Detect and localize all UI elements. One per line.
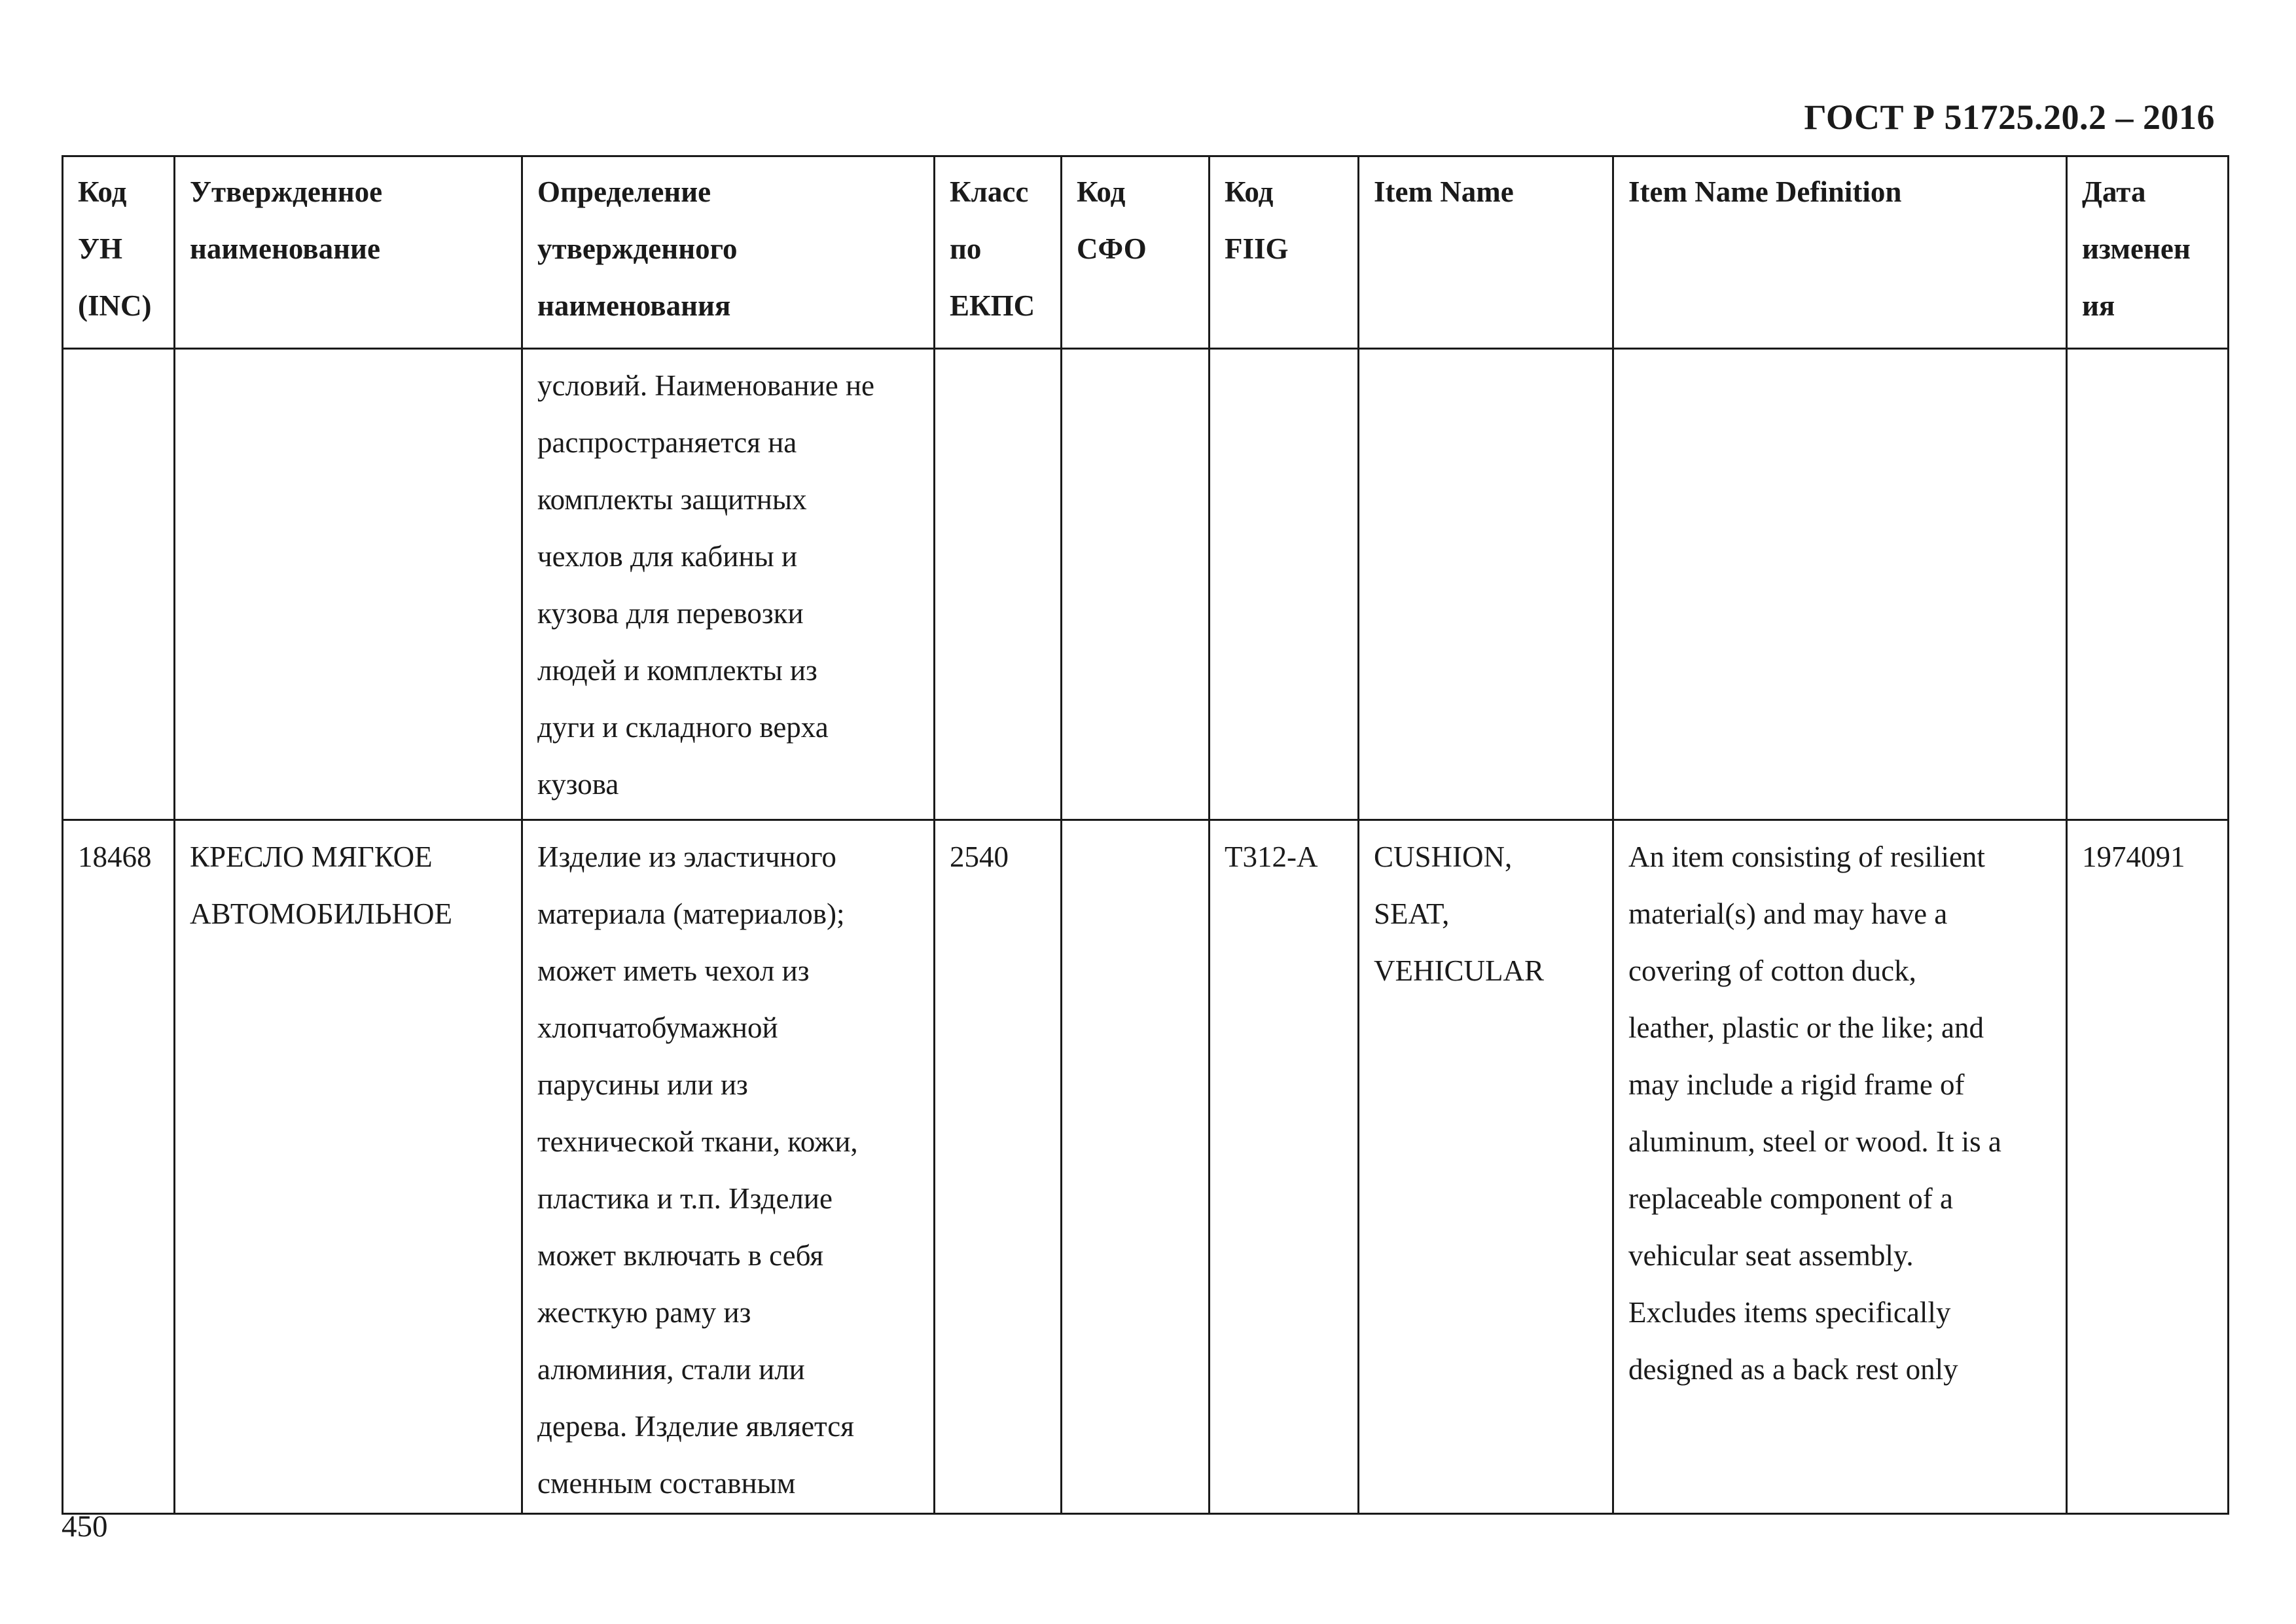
cell-item-name-definition: An item consisting of resilient material(s) and may have a covering of cotton duck, leather, plastic or the like; and may include a rigid frame of aluminum, steel or wood. It is a replaceable component of a vehicular seat assembly. Excludes items specifically designed as a back rest only bbox=[1613, 820, 2067, 1514]
cell-name-definition: условий. Наименование не распространяется на комплекты защитных чехлов для кабины и кузова для перевозки людей и комплекты из дуги и складного верха кузова bbox=[522, 349, 935, 820]
cell-approved-name: КРЕСЛО МЯГКОЕ АВТОМОБИЛЬНОЕ bbox=[175, 820, 522, 1514]
cell-item-name-definition bbox=[1613, 349, 2067, 820]
column-header-item-name-definition: Item Name Definition bbox=[1613, 156, 2067, 349]
column-header-approved-name: Утвержденное наименование bbox=[175, 156, 522, 349]
cell-class-ekps: 2540 bbox=[935, 820, 1062, 1514]
cell-code-fiig: T312-A bbox=[1210, 820, 1359, 1514]
cell-code-sfo bbox=[1062, 820, 1210, 1514]
column-header-name-definition: Определение утвержденного наименования bbox=[522, 156, 935, 349]
cell-inc: 18468 bbox=[63, 820, 175, 1514]
cell-approved-name bbox=[175, 349, 522, 820]
cell-date-changed bbox=[2067, 349, 2229, 820]
page-number: 450 bbox=[62, 1509, 108, 1543]
cell-date-changed: 1974091 bbox=[2067, 820, 2229, 1514]
cell-code-fiig bbox=[1210, 349, 1359, 820]
table-row bbox=[63, 820, 2229, 1514]
column-header-class-ekps: Класс по ЕКПС bbox=[935, 156, 1062, 349]
cell-name-definition: Изделие из эластичного материала (материалов); может иметь чехол из хлопчатобумажной парусины или из технической ткани, кожи, пластика и т.п. Изделие может включать в себя жесткую раму из алюминия, стали или дерева. Изделие является сменным составным bbox=[522, 820, 935, 1514]
cell-code-sfo bbox=[1062, 349, 1210, 820]
cell-item-name: CUSHION, SEAT, VEHICULAR bbox=[1359, 820, 1613, 1514]
cell-item-name bbox=[1359, 349, 1613, 820]
column-header-code-sfo: Код СФО bbox=[1062, 156, 1210, 349]
column-header-inc: Код УН (INC) bbox=[63, 156, 175, 349]
cell-class-ekps bbox=[935, 349, 1062, 820]
column-header-date-changed: Дата изменен ия bbox=[2067, 156, 2229, 349]
column-header-item-name: Item Name bbox=[1359, 156, 1613, 349]
column-header-code-fiig: Код FIIG bbox=[1210, 156, 1359, 349]
item-names-table bbox=[62, 155, 2229, 1515]
document-standard-header: ГОСТ Р 51725.20.2 – 2016 bbox=[1804, 98, 2215, 137]
cell-inc bbox=[63, 349, 175, 820]
table-header-row bbox=[63, 156, 2229, 349]
table-row bbox=[63, 349, 2229, 820]
